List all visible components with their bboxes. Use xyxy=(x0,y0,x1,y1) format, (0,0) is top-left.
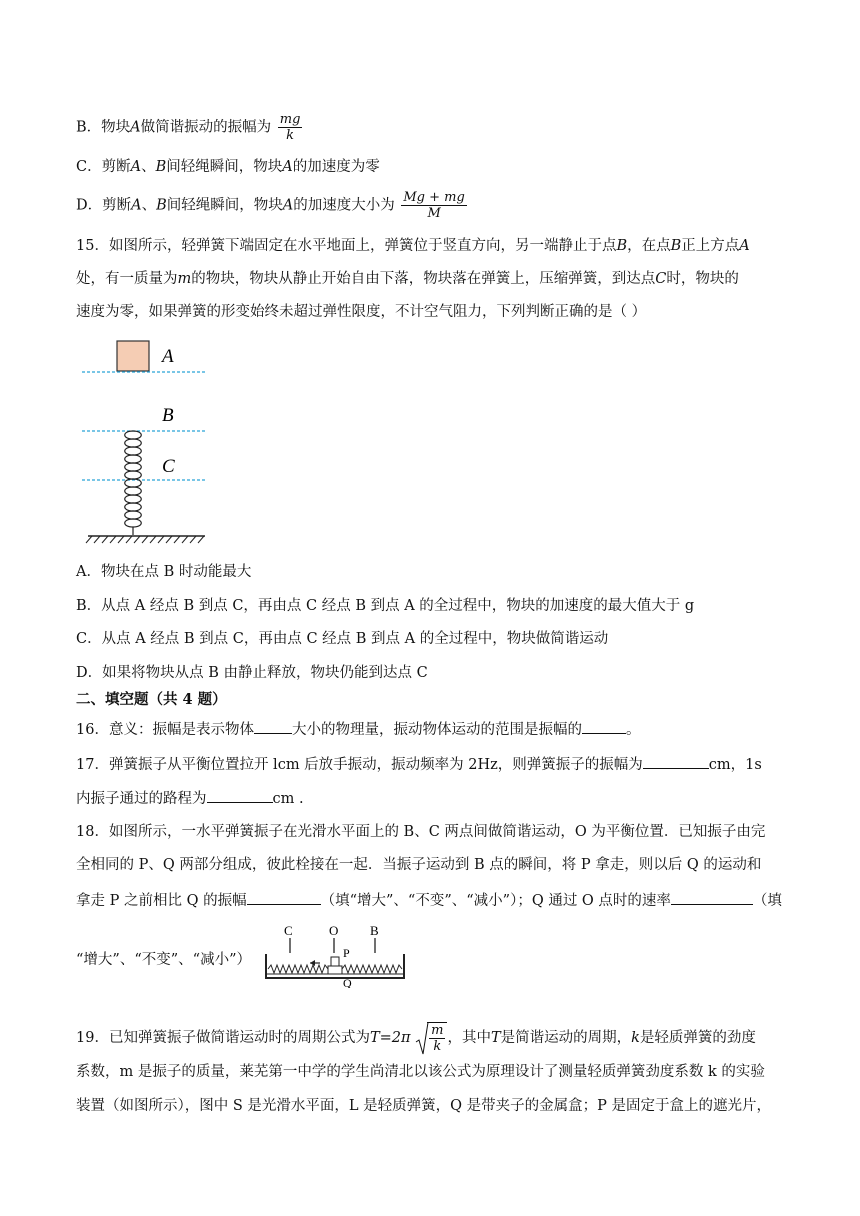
sqrt-icon xyxy=(415,1022,429,1056)
q14-optd-fraction xyxy=(401,190,466,221)
q15-text: 正上方点 xyxy=(681,238,740,254)
var-b: B xyxy=(616,238,628,254)
q18-line4 xyxy=(76,950,251,970)
var-c: C xyxy=(655,271,667,287)
q18-text: 拿走 P 之前相比 Q 的振幅 xyxy=(76,893,247,909)
label-c: C xyxy=(162,456,175,477)
var-b: B xyxy=(156,197,167,214)
block-p xyxy=(331,957,339,966)
q18-oscillator-figure xyxy=(262,920,408,988)
q17-text: 内振子通过的路程为 xyxy=(76,791,207,807)
q17-blank-1[interactable] xyxy=(643,753,709,769)
q19-text: 系数，m 是振子的质量，莱芜第一中学的学生尚清北以该公式为原理设计了测量轻质弹簧劲度系数 k 的实验 xyxy=(76,1064,765,1080)
label-p: P xyxy=(343,946,350,960)
q15-text: 速度为零，如果弹簧的形变始终未超过弹性限度，不计空气阻力，下列判断正确的是（ ） xyxy=(76,304,647,320)
block-a xyxy=(117,341,149,371)
q19-text: 是简谐运动的周期， xyxy=(500,1030,632,1046)
q15-stem-line1 xyxy=(76,236,750,256)
label-q: Q xyxy=(343,976,352,988)
separator: 、 xyxy=(141,197,157,214)
q18-line1 xyxy=(76,822,765,842)
formula-pi: π xyxy=(401,1030,411,1046)
block-q xyxy=(328,966,342,974)
q14-optb-var: A xyxy=(130,119,141,136)
section-title-text: 二、填空题（共 4 题） xyxy=(76,691,227,708)
var-b: B xyxy=(670,238,682,254)
q15-optd-text: D．如果将物块从点 B 由静止释放，物块仍能到达点 C xyxy=(76,665,428,681)
q15-optb-text: B．从点 A 经点 B 到点 C，再由点 C 经点 B 到点 A 的全过程中，物块的加速度的最大值大于 g xyxy=(76,598,695,614)
q18-line2 xyxy=(76,855,761,875)
q19-text: 装置（如图所示），图中 S 是光滑水平面，L 是轻质弹簧，Q 是带夹子的金属盒；P 是固定于盒上的遮光片， xyxy=(76,1098,771,1114)
q19-text: 是轻质弹簧的劲度 xyxy=(639,1030,756,1046)
q19-line2 xyxy=(76,1062,765,1082)
fraction-denominator: M xyxy=(427,206,441,221)
left-spring xyxy=(268,965,328,973)
q17-line2 xyxy=(76,787,304,809)
q15-text: 时，物块的 xyxy=(666,271,739,287)
q15-spring-figure xyxy=(80,338,215,548)
q15-text: 处，有一质量为 xyxy=(76,271,178,287)
q18-text: “增大”、“不变”、“减小”） xyxy=(76,952,251,968)
label-b: B xyxy=(370,923,379,938)
q18-line3 xyxy=(76,889,782,911)
var-t: T xyxy=(490,1030,501,1046)
q14-optb-text2: 做简谐振动的振幅为 xyxy=(140,119,272,136)
q15-stem-line3 xyxy=(76,302,646,322)
formula-sqrt xyxy=(415,1022,447,1054)
q19-line1 xyxy=(76,1022,756,1054)
var-a: A xyxy=(282,197,294,214)
q19-text: ，其中 xyxy=(447,1030,491,1046)
label-a: A xyxy=(162,346,174,367)
label-c: C xyxy=(284,923,293,938)
q15-text: 的物块，物块从静止开始自由下落，物块落在弹簧上，压缩弹簧，到达点 xyxy=(191,271,656,287)
q14-optc-post: 的加速度为零 xyxy=(292,159,380,175)
q14-optc-mid: 间轻绳瞬间，物块 xyxy=(166,159,283,175)
q15-option-b xyxy=(76,596,694,616)
formula-period: T=2 xyxy=(369,1030,401,1046)
q14-option-b xyxy=(76,112,302,143)
label-o: O xyxy=(329,923,339,938)
q18-text: 全相同的 P、Q 两部分组成，彼此栓接在一起．当振子运动到 B 点的瞬间，将 P 拿走，则以后 Q 的运动和 xyxy=(76,857,762,873)
fraction-numerator: mg xyxy=(279,112,301,127)
q16-text: 16．意义：振幅是表示物体 xyxy=(76,722,254,738)
q17-text: cm . xyxy=(272,791,304,807)
ground-hatching xyxy=(86,536,204,543)
fraction-denominator: k xyxy=(286,128,295,143)
q19-text: 19．已知弹簧振子做简谐运动时的周期公式为 xyxy=(76,1030,370,1046)
q14-optc-text: C．剪断 xyxy=(76,159,131,175)
q16-blank-1[interactable] xyxy=(254,718,292,734)
var-a: A xyxy=(131,197,142,214)
spring xyxy=(125,431,142,535)
q18-text: 18．如图所示，一水平弹簧振子在光滑水平面上的 B、C 两点间做简谐运动，O 为平衡位置．已知振子由完 xyxy=(76,824,766,840)
q17-blank-2[interactable] xyxy=(207,787,273,803)
q16-text: 。 xyxy=(625,722,641,738)
q15-text: ，在点 xyxy=(627,238,671,254)
q18-text: （填 xyxy=(752,893,782,909)
var-b: B xyxy=(155,159,167,175)
q14-option-d xyxy=(76,190,467,221)
q16-blank-2[interactable] xyxy=(582,718,626,734)
q14-optd-post: 的加速度大小为 xyxy=(293,197,395,214)
q14-optd-mid: 间轻绳瞬间，物块 xyxy=(166,197,283,214)
var-m: m xyxy=(177,271,192,287)
fraction-numerator: Mg + mg xyxy=(403,190,465,205)
right-spring xyxy=(342,965,402,973)
q15-opta-text: A．物块在点 B 时动能最大 xyxy=(76,564,252,580)
var-a: A xyxy=(282,159,293,175)
fraction-numerator: m xyxy=(431,1023,444,1038)
q15-option-a xyxy=(76,562,251,582)
q14-option-c xyxy=(76,157,380,177)
q15-option-d xyxy=(76,663,428,683)
fraction-denominator: k xyxy=(433,1039,442,1054)
q14-optd-text: D．剪断 xyxy=(76,197,132,214)
label-b: B xyxy=(162,405,174,426)
q18-blank-1[interactable] xyxy=(247,889,321,905)
section-title xyxy=(76,690,227,710)
separator: 、 xyxy=(141,159,156,175)
var-a: A xyxy=(739,238,750,254)
q14-optb-text: B．物块 xyxy=(76,119,131,136)
q16 xyxy=(76,718,640,740)
q19-line3 xyxy=(76,1096,771,1116)
q18-blank-2[interactable] xyxy=(671,889,753,905)
q16-text: 大小的物理量，振动物体运动的范围是振幅的 xyxy=(291,722,582,738)
q17-line1 xyxy=(76,753,762,775)
q17-text: cm，1s xyxy=(708,757,762,773)
q17-text: 17．弹簧振子从平衡位置拉开 lcm 后放手振动，振动频率为 2Hz，则弹簧振子的振幅为 xyxy=(76,757,643,773)
var-k: k xyxy=(631,1030,640,1046)
var-a: A xyxy=(130,159,142,175)
q15-option-c xyxy=(76,629,608,649)
q15-text: 15．如图所示，轻弹簧下端固定在水平地面上，弹簧位于竖直方向，另一端静止于点 xyxy=(76,238,617,254)
q15-stem-line2 xyxy=(76,269,739,289)
q18-text: （填“增大”、“不变”、“减小”）；Q 通过 O 点时的速率 xyxy=(320,893,671,909)
q15-optc-text: C．从点 A 经点 B 到点 C，再由点 C 经点 B 到点 A 的全过程中，物块做简谐运动 xyxy=(76,631,609,647)
q14-optb-fraction xyxy=(278,112,303,143)
